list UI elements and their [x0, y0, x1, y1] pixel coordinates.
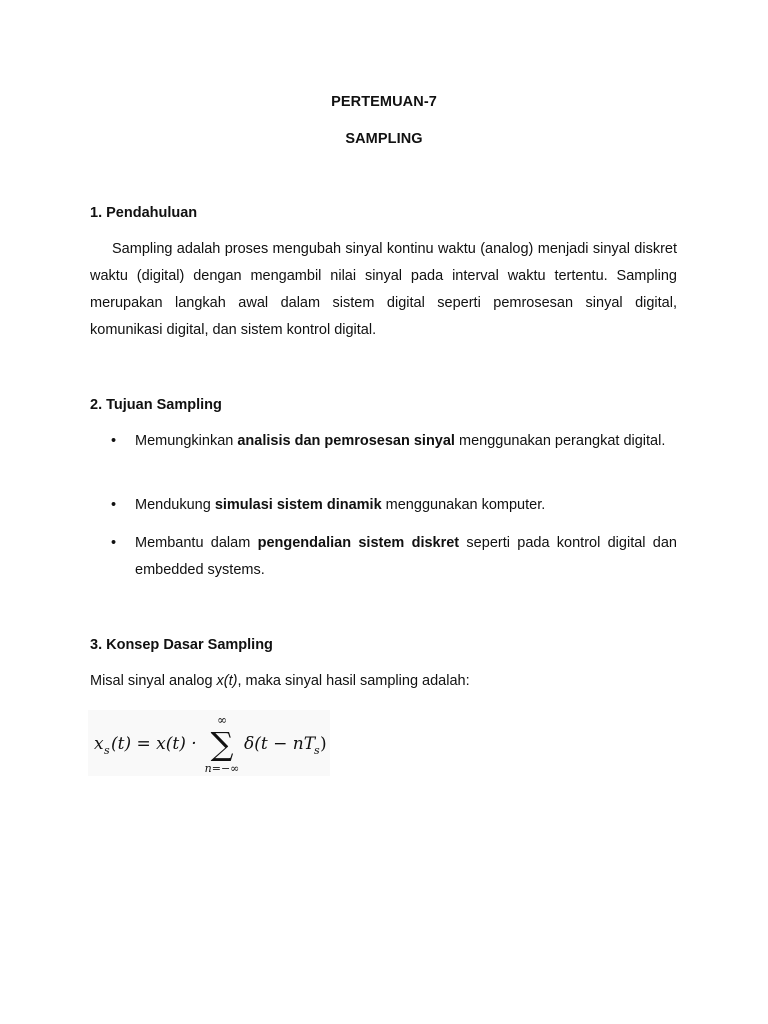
bullet-text-plain: seperti pada kontrol digital dan embedded systems. [135, 535, 677, 578]
formula-rhs-subscript: s [314, 744, 320, 757]
list-item [90, 530, 677, 584]
intro-text: , maka sinyal hasil sampling adalah: [237, 673, 470, 689]
section-heading-tujuan: 2. Tujuan Sampling [90, 397, 222, 413]
section-heading-pendahuluan: 1. Pendahuluan [90, 205, 198, 221]
formula-lhs-subscript: s [104, 744, 110, 757]
bullet-icon: • [111, 535, 117, 551]
bullet-text-plain: menggunakan perangkat digital. [454, 433, 666, 449]
intro-text: Misal sinyal analog [90, 673, 217, 689]
formula-rhs-close: ) [320, 734, 327, 754]
list-item-text [135, 530, 677, 584]
sampling-formula [88, 710, 330, 776]
list-item [90, 428, 677, 482]
bullet-icon: • [111, 433, 117, 449]
formula-sum-upper: ∞ [217, 713, 227, 727]
bullet-text-bold: pengendalian sistem diskret [257, 535, 460, 551]
konsep-intro [90, 668, 470, 695]
bullet-text-plain: Membantu dalam [135, 535, 258, 551]
formula-lhs-argument: (t) = x(t) · [111, 734, 197, 754]
bullet-text-plain: Memungkinkan [135, 433, 238, 449]
document-subtitle: SAMPLING [345, 131, 423, 147]
list-item-text [135, 492, 677, 519]
list-item [90, 492, 677, 519]
bullet-text-plain: menggunakan komputer. [381, 497, 546, 513]
formula-lhs: x [94, 734, 104, 754]
bullet-text-bold: simulasi sistem dinamik [214, 497, 382, 513]
list-item-text [135, 428, 677, 455]
pendahuluan-text: Sampling adalah proses mengubah sinyal kontinu waktu (analog) menjadi sinyal diskret waktu (digital) dengan mengambil nilai sinyal pada interval waktu tertentu. Sampling merupakan langkah awal dalam sistem digital seperti pemrosesan sinyal digital, komunikasi digital, dan sistem kontrol digital. [90, 241, 677, 338]
formula-sum-symbol: ∑ [210, 725, 234, 763]
document-title: PERTEMUAN-7 [331, 94, 437, 110]
intro-italic: x(t) [216, 673, 238, 689]
bullet-icon: • [111, 497, 117, 513]
formula-sum-lower: n=−∞ [204, 762, 240, 775]
section-heading-konsep: 3. Konsep Dasar Sampling [90, 637, 273, 653]
formula-graphic [88, 710, 330, 776]
formula-rhs: δ(t − nT [244, 734, 316, 754]
bullet-text-bold: analisis dan pemrosesan sinyal [237, 433, 455, 449]
pendahuluan-paragraph [90, 236, 677, 344]
bullet-text-plain: Mendukung [135, 497, 215, 513]
